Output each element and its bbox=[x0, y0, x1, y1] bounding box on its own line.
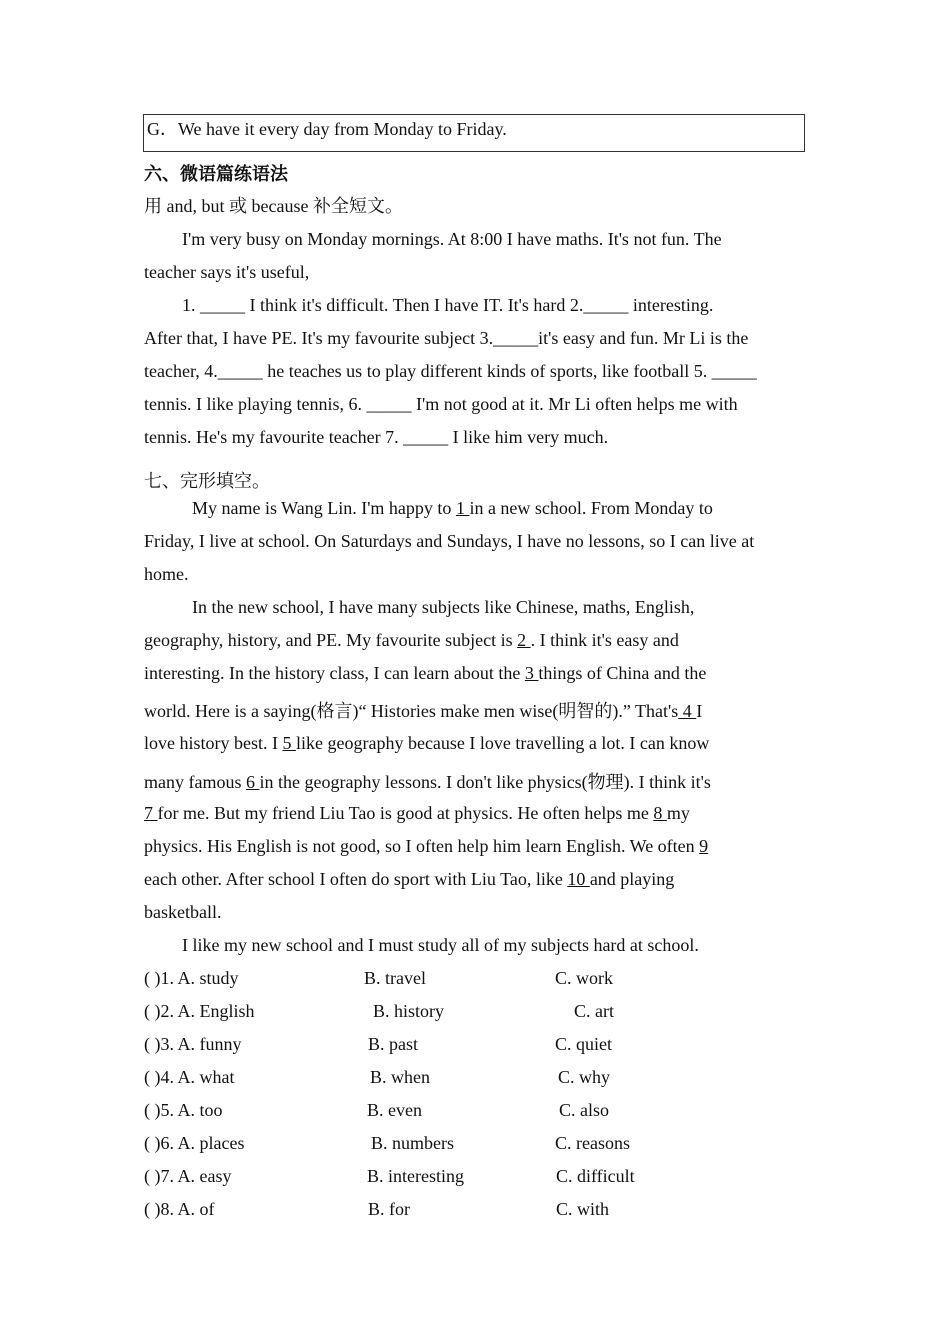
option-b: B. past bbox=[368, 1034, 419, 1054]
option-b: B. history bbox=[373, 1001, 445, 1021]
option-c: C. reasons bbox=[555, 1133, 630, 1153]
cloze-blank: 4 bbox=[678, 701, 697, 721]
option-c: C. with bbox=[556, 1199, 610, 1219]
option-b: B. even bbox=[367, 1100, 422, 1120]
option-c: C. why bbox=[558, 1067, 611, 1087]
cloze-line: love history best. I 5 like geography because I love travelling a lot. I can know bbox=[144, 733, 710, 753]
option-c: C. also bbox=[559, 1100, 610, 1120]
cloze-blank: 5 bbox=[282, 733, 296, 753]
option-c: C. quiet bbox=[555, 1034, 612, 1054]
option-b: B. when bbox=[370, 1067, 430, 1087]
cloze-line: geography, history, and PE. My favourite subject is 2 . I think it's easy and bbox=[144, 630, 679, 650]
sec6-line: teacher, 4._____ he teaches us to play different kinds of sports, like football 5. _____ bbox=[144, 361, 757, 381]
option-b: B. travel bbox=[364, 968, 426, 988]
sec6-line: tennis. I like playing tennis, 6. _____ I'm not good at it. Mr Li often helps me with bbox=[144, 394, 738, 414]
cloze-line: many famous 6 in the geography lessons. I don't like physics(物理). I think it's bbox=[144, 772, 711, 792]
section6-title: 六、微语篇练语法 bbox=[144, 164, 288, 184]
cloze-line: basketball. bbox=[144, 902, 222, 922]
section7-title: 七、完形填空。 bbox=[144, 471, 270, 491]
question-6: ( )6. A. places bbox=[144, 1133, 245, 1153]
section6-instruction: 用 and, but 或 because 补全短文。 bbox=[144, 196, 403, 216]
cloze-blank: 1 bbox=[455, 498, 470, 518]
cloze-line: My name is Wang Lin. I'm happy to 1 in a new school. From Monday to bbox=[192, 498, 713, 518]
question-8: ( )8. A. of bbox=[144, 1199, 215, 1219]
sec6-line: After that, I have PE. It's my favourite subject 3._____it's easy and fun. Mr Li is the bbox=[144, 328, 749, 348]
cloze-blank: 9 bbox=[699, 836, 709, 856]
cloze-line: home. bbox=[144, 564, 189, 584]
cloze-blank: 10 bbox=[567, 869, 590, 889]
option-c: C. work bbox=[555, 968, 613, 988]
question-2: ( )2. A. English bbox=[144, 1001, 255, 1021]
question-5: ( )5. A. too bbox=[144, 1100, 223, 1120]
cloze-line: world. Here is a saying(格言)“ Histories make men wise(明智的).” That's 4 I bbox=[144, 701, 703, 721]
cloze-line: interesting. In the history class, I can learn about the 3 things of China and the bbox=[144, 663, 707, 683]
option-c: C. art bbox=[574, 1001, 614, 1021]
cloze-line: physics. His English is not good, so I often help him learn English. We often 9 bbox=[144, 836, 709, 856]
sec6-line: tennis. He's my favourite teacher 7. _____ I like him very much. bbox=[144, 427, 609, 447]
question-4: ( )4. A. what bbox=[144, 1067, 235, 1087]
cloze-line: In the new school, I have many subjects like Chinese, maths, English, bbox=[192, 597, 695, 617]
cloze-blank: 2 bbox=[517, 630, 531, 650]
question-1: ( )1. A. study bbox=[144, 968, 239, 988]
cloze-blank: 6 bbox=[245, 772, 260, 792]
option-c: C. difficult bbox=[556, 1166, 635, 1186]
cloze-line: each other. After school I often do sport with Liu Tao, like 10 and playing bbox=[144, 869, 675, 889]
option-b: B. interesting bbox=[367, 1166, 464, 1186]
sec6-line: 1. _____ I think it's difficult. Then I have IT. It's hard 2._____ interesting. bbox=[182, 295, 714, 315]
option-g-box: G．We have it every day from Monday to Friday. bbox=[143, 114, 805, 152]
question-7: ( )7. A. easy bbox=[144, 1166, 232, 1186]
option-b: B. numbers bbox=[371, 1133, 454, 1153]
question-3: ( )3. A. funny bbox=[144, 1034, 242, 1054]
sec6-line: I'm very busy on Monday mornings. At 8:00 I have maths. It's not fun. The bbox=[182, 229, 722, 249]
cloze-line: 7 for me. But my friend Liu Tao is good at physics. He often helps me 8 my bbox=[144, 803, 690, 823]
cloze-blank: 8 bbox=[653, 803, 667, 823]
cloze-line: I like my new school and I must study all of my subjects hard at school. bbox=[182, 935, 699, 955]
cloze-blank: 3 bbox=[524, 663, 539, 683]
sec6-line: teacher says it's useful, bbox=[144, 262, 310, 282]
option-b: B. for bbox=[368, 1199, 410, 1219]
cloze-line: Friday, I live at school. On Saturdays and Sundays, I have no lessons, so I can live at bbox=[144, 531, 755, 551]
cloze-blank: 7 bbox=[144, 803, 158, 823]
